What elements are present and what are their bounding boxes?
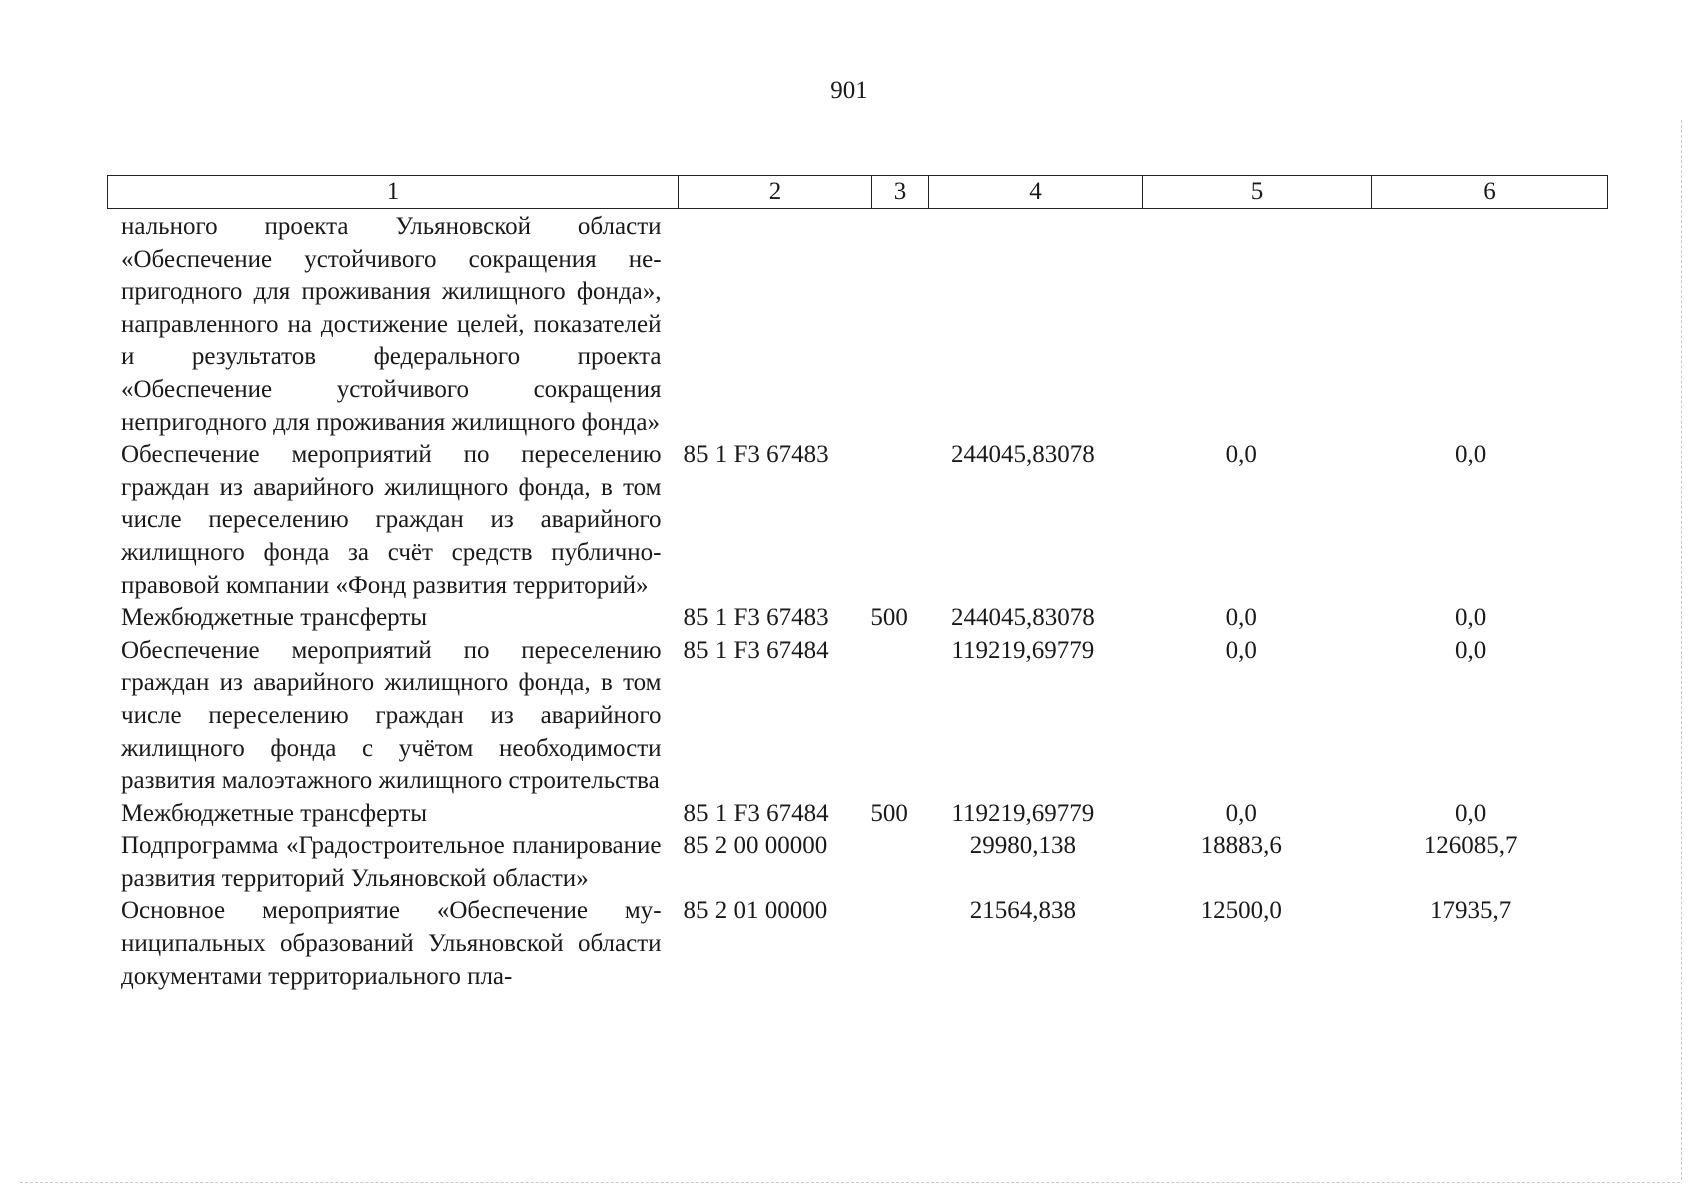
table-row: [107, 798, 1587, 831]
table-row: [107, 830, 1587, 895]
page-number: 901: [830, 77, 868, 104]
row-code: 85 1 F3 67483: [683, 441, 829, 469]
row-value-col6: 17935,7: [1430, 897, 1512, 925]
row-expense-type: [861, 635, 917, 798]
row-expense-type: [861, 895, 917, 993]
table-row: [107, 439, 1587, 602]
row-code: 85 2 01 00000: [683, 897, 828, 925]
row-value-col6: [1354, 211, 1587, 439]
row-value-col6: 126085,7: [1423, 832, 1518, 860]
row-expense-type: [861, 439, 917, 602]
row-name: Обеспечение мероприятий по переселению граждан из аварийного жилищного фонда, в том числе переселению граждан из аварийного жилищного фонда за счёт средств публично-правовой компании «Фонд развития территорий»: [121, 441, 662, 599]
column-header-4: 4: [929, 176, 1143, 209]
row-code: 85 1 F3 67484: [683, 799, 829, 827]
row-value-col5: [1128, 211, 1354, 439]
row-expense-type: 500: [870, 799, 908, 827]
row-value-col6: 0,0: [1455, 636, 1487, 664]
row-value-col6: 0,0: [1455, 604, 1487, 632]
column-header-1: 1: [108, 176, 679, 209]
row-code: 85 2 00 00000: [683, 832, 828, 860]
row-value-col4: 244045,83078: [950, 604, 1095, 632]
row-value-col5: 0,0: [1225, 604, 1257, 632]
row-value-col4: [917, 211, 1128, 439]
row-value-col5: 0,0: [1225, 636, 1257, 664]
row-value-col4: 119219,69779: [951, 799, 1095, 827]
row-value-col4: 29980,138: [969, 832, 1076, 860]
row-name: Основное мероприятие «Обеспечение муниципальных образований Ульяновской области документами территориального пла-: [121, 897, 662, 990]
row-name: Подпрограмма «Градостроительное планирование развития территорий Ульяновской области»: [121, 832, 662, 892]
column-header-5: 5: [1143, 176, 1372, 209]
row-name: Обеспечение мероприятий по переселению граждан из аварийного жилищного фонда, в том числе переселению граждан из аварийного жилищного фонда с учётом необходимости развития малоэтажного жилищного строительства: [121, 636, 662, 795]
column-header-2: 2: [679, 176, 872, 209]
row-expense-type: 500: [870, 604, 908, 632]
row-value-col5: 0,0: [1225, 799, 1257, 827]
row-name: нального проекта Ульяновской области «Обеспечение устойчивого сокращения непригодного для проживания жилищного фонда», направленного на достижение целей, показателей и результатов федерального проекта «Обеспечение устойчивого сокращения непригодного для проживания жилищного фонда»: [121, 213, 662, 436]
row-value-col6: 0,0: [1455, 441, 1487, 469]
row-value-col5: 12500,0: [1200, 897, 1282, 925]
row-value-col6: 0,0: [1455, 799, 1487, 827]
table-row: [107, 895, 1587, 993]
row-name: Межбюджетные трансферты: [121, 799, 428, 827]
row-value-col4: 21564,838: [969, 897, 1076, 925]
row-value-col4: 244045,83078: [950, 441, 1095, 469]
column-header-3: 3: [872, 176, 929, 209]
row-code: 85 1 F3 67484: [683, 636, 829, 664]
row-name: Межбюджетные трансферты: [121, 604, 428, 632]
row-code: [671, 211, 862, 439]
row-expense-type: [861, 830, 917, 895]
column-header-table: [107, 175, 1608, 209]
row-code: 85 1 F3 67483: [683, 604, 829, 632]
row-expense-type: [861, 211, 917, 439]
table-row: [107, 635, 1587, 798]
row-value-col5: 0,0: [1225, 441, 1257, 469]
row-value-col5: 18883,6: [1200, 832, 1282, 860]
table-body: [107, 211, 1587, 993]
column-header-6: 6: [1372, 176, 1608, 209]
table-row: [107, 211, 1587, 439]
scan-edge-bottom: [20, 1182, 1680, 1183]
row-value-col4: 119219,69779: [951, 636, 1095, 664]
column-header-row: [108, 176, 1608, 209]
table-row: [107, 602, 1587, 635]
scan-edge-right: [1681, 120, 1682, 1180]
